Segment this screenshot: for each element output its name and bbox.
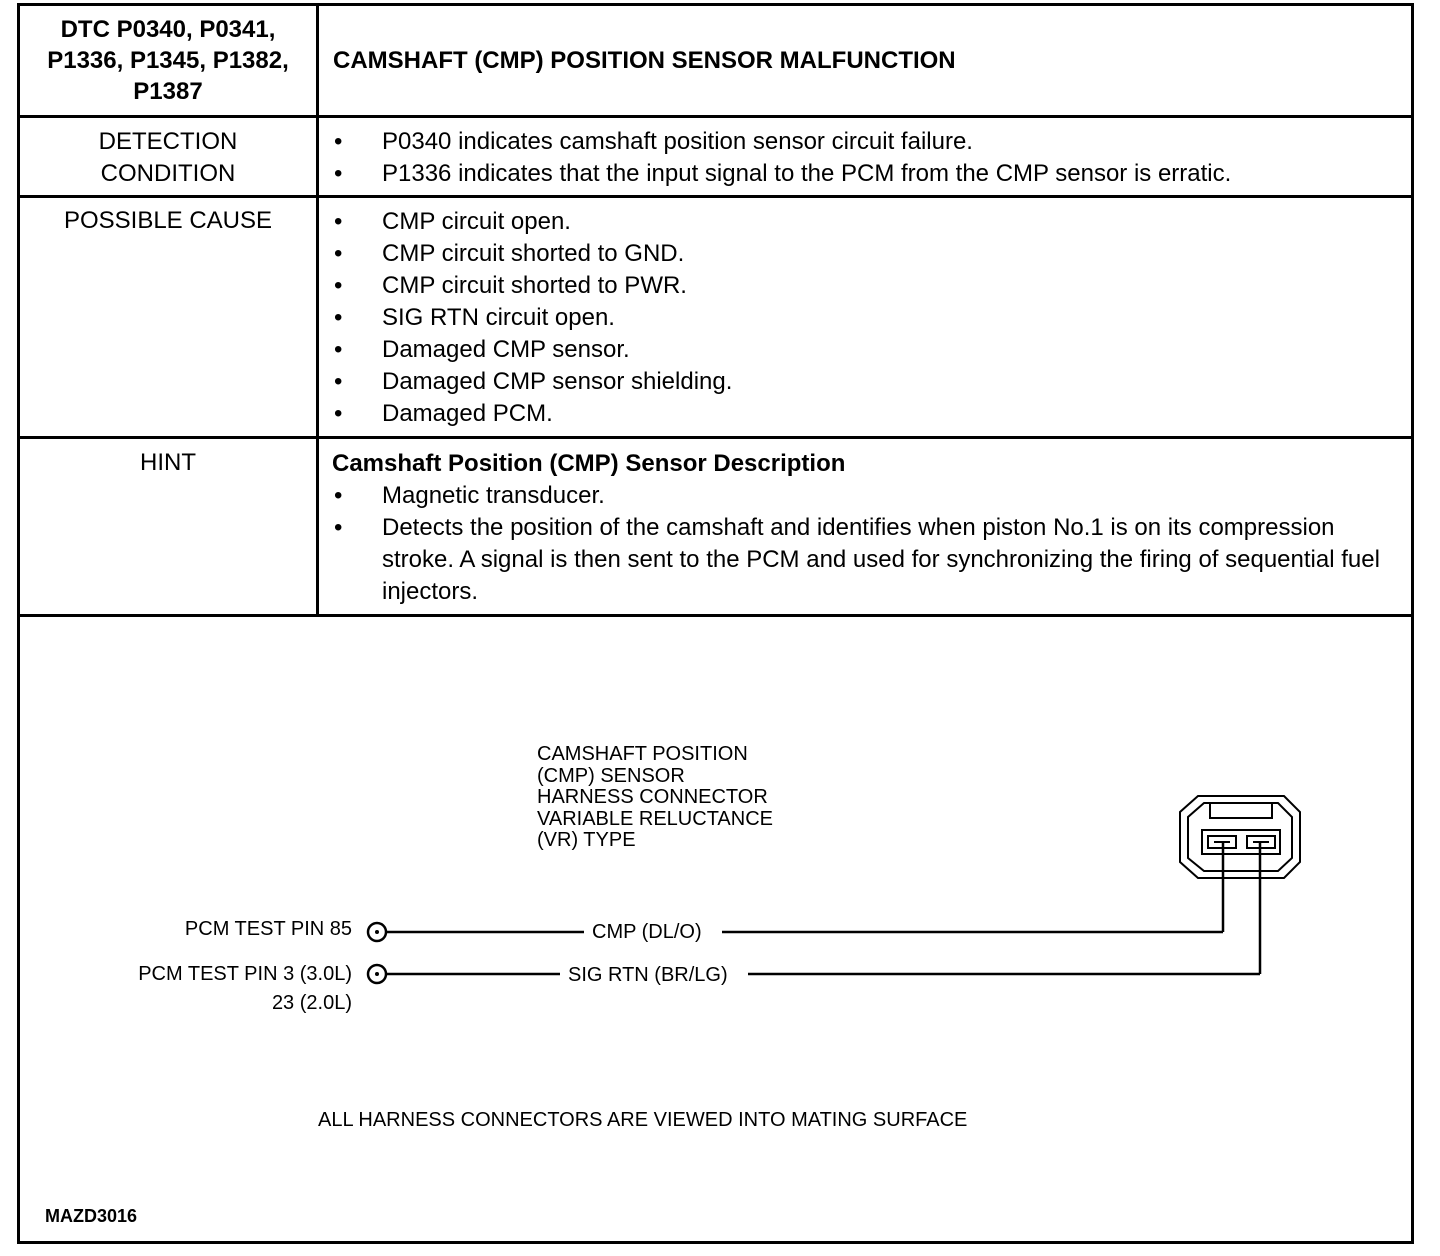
- detection-label-line: CONDITION: [100, 160, 236, 187]
- connector-label-line: (VR) TYPE: [537, 829, 636, 851]
- terminal-icon: [368, 965, 386, 983]
- list-item: • Magnetic transducer.: [330, 480, 1405, 512]
- list-item: • SIG RTN circuit open.: [330, 302, 1405, 334]
- connector-label-line: VARIABLE RELUCTANCE: [537, 807, 773, 830]
- hint-heading: Camshaft Position (CMP) Sensor Description: [332, 450, 846, 477]
- detection-label-line: DETECTION: [98, 128, 238, 155]
- dtc-codes-line: P1336, P1345, P1382,: [47, 47, 289, 74]
- connector-label-line: CAMSHAFT POSITION: [537, 743, 748, 765]
- figure-id: MAZD3016: [45, 1206, 138, 1226]
- list-item: • Damaged PCM.: [330, 398, 1405, 430]
- page-title: CAMSHAFT (CMP) POSITION SENSOR MALFUNCTION: [333, 47, 956, 74]
- wire-cmp: [386, 843, 1223, 932]
- wire-sig-label: SIG RTN (BR/LG): [562, 965, 734, 987]
- pin85-label: PCM TEST PIN 85: [184, 918, 352, 940]
- connector-label-line: (CMP) SENSOR: [537, 764, 685, 787]
- dtc-codes-line: P1387: [133, 78, 203, 105]
- pin3-label: PCM TEST PIN 3 (3.0L): [138, 963, 352, 985]
- dtc-codes-line: DTC P0340, P0341,: [60, 16, 276, 43]
- list-item: • Detects the position of the camshaft and identifies when piston No.1 is on its compression stroke. A signal is then sent to the PCM and used for synchronizing the firing of sequential fuel injectors.: [330, 512, 1405, 608]
- connector-note: ALL HARNESS CONNECTORS ARE VIEWED INTO MATING SURFACE: [318, 1109, 968, 1131]
- pin23-label: 23 (2.0L): [271, 992, 352, 1014]
- list-item: • P1336 indicates that the input signal to the PCM from the CMP sensor is erratic.: [330, 158, 1405, 190]
- list-item: • Damaged CMP sensor shielding.: [330, 366, 1405, 398]
- list-item: • P0340 indicates camshaft position sensor circuit failure.: [330, 126, 1405, 158]
- terminal-icon: [368, 923, 386, 941]
- list-item: • CMP circuit shorted to PWR.: [330, 270, 1405, 302]
- harness-connector-icon: [1180, 796, 1300, 878]
- wire-cmp-label: CMP (DL/O): [586, 922, 708, 944]
- list-item: • Damaged CMP sensor.: [330, 334, 1405, 366]
- connector-label-line: HARNESS CONNECTOR: [537, 786, 768, 808]
- wire-sig-rtn: [386, 843, 1260, 974]
- hint-label: HINT: [140, 449, 196, 476]
- possible-cause-label: POSSIBLE CAUSE: [63, 207, 273, 234]
- list-item: • CMP circuit open.: [330, 206, 1405, 238]
- list-item: • CMP circuit shorted to GND.: [330, 238, 1405, 270]
